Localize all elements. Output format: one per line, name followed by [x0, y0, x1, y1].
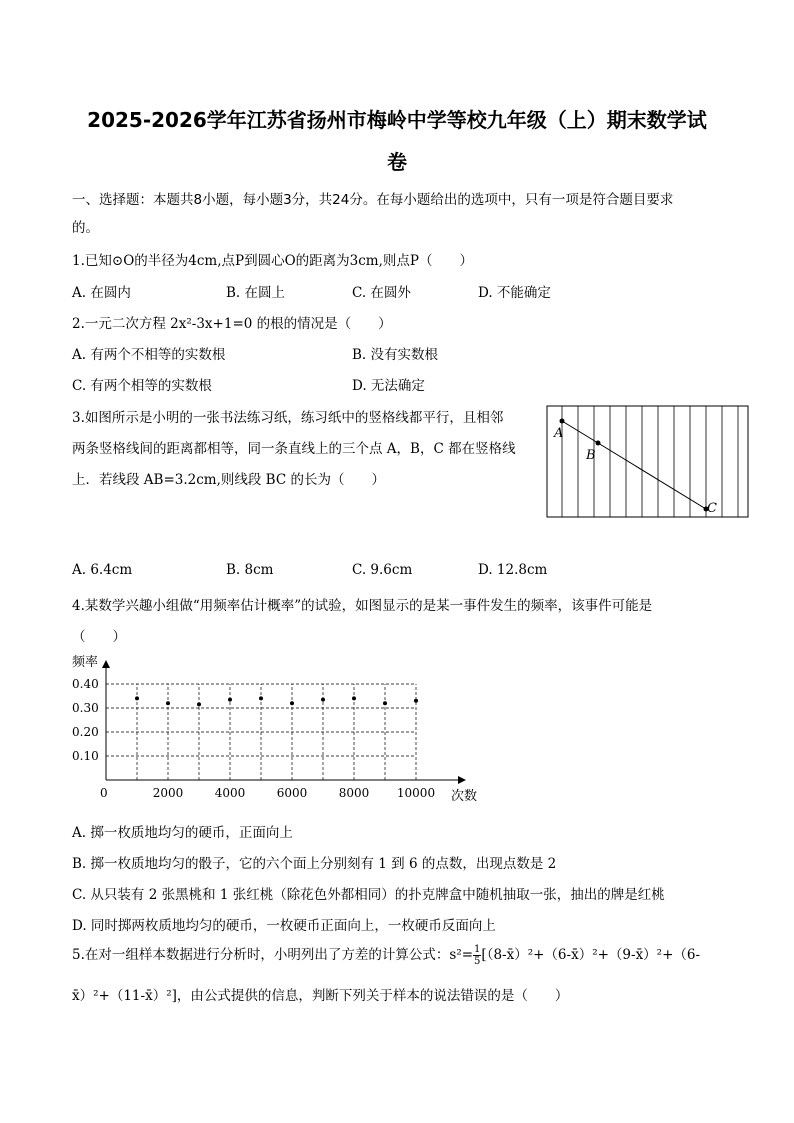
- data-point: [228, 698, 232, 702]
- section-heading: 一、选择题：本题共8小题，每小题3分，共24分。在每小题给出的选项中，只有一项是符合题目要求: [72, 192, 674, 208]
- x-tick-label: 6000: [276, 786, 308, 800]
- exam-title-line-1: 2025-2026学年江苏省扬州市梅岭中学等校九年级（上）期末数学试: [87, 108, 707, 132]
- data-point: [259, 696, 263, 700]
- q5-prefix: 5.在对一组样本数据进行分析时，小明列出了方差的计算公式：: [72, 947, 450, 963]
- question-3-line-2: 两条竖格线间的距离都相等，同一条直线上的三个点 A，B，C 都在竖格线: [72, 441, 516, 457]
- data-point: [290, 701, 294, 705]
- point-b-label: B: [586, 448, 596, 463]
- data-point: [321, 698, 325, 702]
- question-5-line-2: x̄）²+（11-x̄）²]，由公式提供的信息，判断下列关于样本的说法错误的是（ ）: [72, 988, 569, 1004]
- q1-option-b[interactable]: B. 在圆上: [226, 285, 286, 301]
- q5-terms: [（8-x̄）²+（6-x̄）²+（9-x̄）²+（6-: [481, 947, 701, 963]
- x-tick-label: 4000: [214, 786, 246, 800]
- origin-label: 0: [100, 786, 108, 800]
- q3-option-a[interactable]: A. 6.4cm: [72, 562, 133, 578]
- data-point: [383, 701, 387, 705]
- y-tick-label: 0.40: [72, 677, 99, 691]
- x-tick-label: 8000: [338, 786, 370, 800]
- question-2: 2.一元二次方程 2x²-3x+1=0 的根的情况是（ ）: [72, 316, 392, 332]
- y-axis-label: 频率: [72, 655, 99, 670]
- point-c-label: C: [707, 501, 717, 516]
- q3-option-c[interactable]: C. 9.6cm: [352, 562, 413, 578]
- calligraphy-grid-figure: [546, 405, 750, 519]
- q4-option-d[interactable]: D. 同时掷两枚质地均匀的硬币，一枚硬币正面向上，一枚硬币反面向上: [72, 918, 496, 934]
- frequency-chart: [66, 650, 486, 810]
- q2-option-a[interactable]: A. 有两个不相等的实数根: [72, 347, 226, 363]
- question-1: 1.已知⊙O的半径为4cm,点P到圆心O的距离为3cm,则点P（ ）: [72, 253, 473, 269]
- point-a-label: A: [554, 426, 564, 441]
- data-point: [197, 702, 201, 706]
- question-4-line-1: 4.某数学兴趣小组做“用频率估计概率”的试验，如图显示的是某一事件发生的频率，该事件可能是: [72, 598, 653, 614]
- question-3-line-3: 上．若线段 AB=3.2cm,则线段 BC 的长为（ ）: [72, 472, 385, 488]
- q2-option-c[interactable]: C. 有两个相等的实数根: [72, 378, 212, 394]
- y-tick-label: 0.30: [72, 701, 99, 715]
- question-5-line-1: [72, 943, 700, 967]
- question-4-line-2: （ ）: [72, 629, 126, 645]
- q3-option-b[interactable]: B. 8cm: [226, 562, 274, 578]
- x-tick-label: 10000: [396, 786, 436, 800]
- q1-option-c[interactable]: C. 在圆外: [352, 285, 411, 301]
- q4-option-a[interactable]: A. 掷一枚质地均匀的硬币，正面向上: [72, 825, 293, 841]
- y-tick-label: 0.20: [72, 725, 99, 739]
- data-point: [135, 696, 139, 700]
- q3-option-d[interactable]: D. 12.8cm: [478, 562, 548, 578]
- section-heading-cont: 的。: [72, 220, 99, 236]
- q4-option-b[interactable]: B. 掷一枚质地均匀的骰子，它的六个面上分别刻有 1 到 6 的点数，出现点数是 2: [72, 856, 557, 872]
- q1-option-d[interactable]: D. 不能确定: [478, 285, 551, 301]
- q5-s2: s²=: [449, 947, 474, 963]
- x-axis-label: 次数: [451, 789, 478, 804]
- question-3-line-1: 3.如图所示是小明的一张书法练习纸，练习纸中的竖格线都平行，且相邻: [72, 410, 504, 426]
- q2-option-d[interactable]: D. 无法确定: [352, 378, 425, 394]
- x-tick-label: 2000: [152, 786, 184, 800]
- q1-option-a[interactable]: A. 在圆内: [72, 285, 131, 301]
- q2-option-b[interactable]: B. 没有实数根: [352, 347, 439, 363]
- y-tick-label: 0.10: [72, 749, 99, 763]
- exam-title-line-2: 卷: [387, 150, 407, 174]
- data-point: [414, 699, 418, 703]
- data-point: [352, 696, 356, 700]
- q5-fraction: $\frac{1}{5}$: [474, 944, 481, 967]
- q4-option-c[interactable]: C. 从只装有 2 张黑桃和 1 张红桃（除花色外都相同）的扑克牌盒中随机抽取一张，抽出的牌是红桃: [72, 887, 665, 903]
- data-point: [166, 701, 170, 705]
